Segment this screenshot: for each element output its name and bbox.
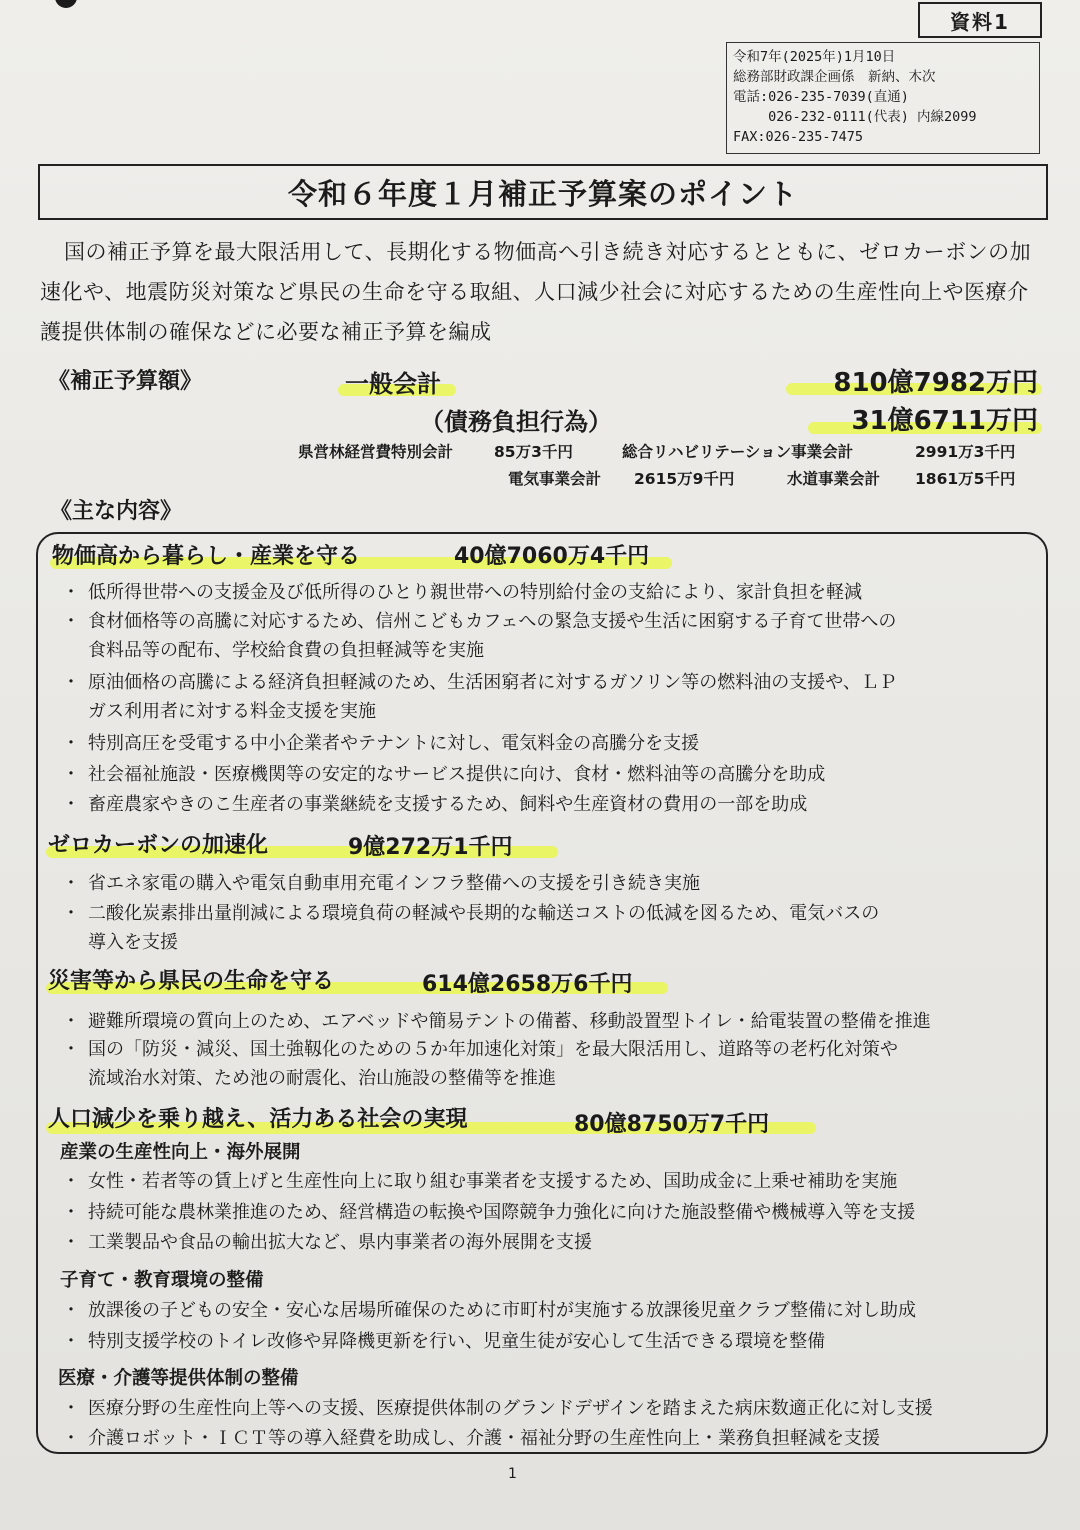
special-account-name: 県営林経営費特別会計 — [298, 443, 454, 461]
list-item: ・ 放課後の子どもの安全・安心な居場所確保のために市町村が実施する放課後児童クラブ整備に対し助成 — [62, 1300, 916, 1321]
debt-burden-label: （債務負担行為） — [420, 408, 612, 436]
special-account-amount: 85万3千円 — [494, 443, 573, 461]
list-item: ・ 医療分野の生産性向上等への支援、医療提供体制のグランドデザインを踏まえた病床数適正化に対し支援 — [62, 1398, 933, 1419]
list-item: ・ 特別高圧を受電する中小企業者やテナントに対し、電気料金の高騰分を支援 — [62, 733, 700, 754]
list-item: ・ 省エネ家電の購入や電気自動車用充電インフラ整備への支援を引き続き実施 — [62, 873, 700, 894]
contact-info-box — [726, 42, 1040, 154]
contents-heading: 《主な内容》 — [50, 499, 183, 524]
debt-burden-amount: 31億6711万円 — [851, 406, 1038, 436]
punch-hole — [55, 0, 77, 8]
general-account-amount: 810億7982万円 — [833, 368, 1038, 398]
list-item: ・ 畜産農家やきのこ生産者の事業継続を支援するため、飼料や生産資材の費用の一部を助成 — [62, 794, 808, 815]
page-number: 1 — [508, 1466, 517, 1482]
list-item: ・ 工業製品や食品の輸出拡大など、県内事業者の海外展開を支援 — [62, 1232, 592, 1253]
list-item: ・ 国の「防災・減災、国土強靱化のための５か年加速化対策」を最大限活用し、道路等の老朽化対策や 流域治水対策、ため池の耐震化、治山施設の整備等を推進 — [62, 1039, 898, 1089]
special-account-name: 総合リハビリテーション事業会計 — [622, 443, 854, 461]
page-title: 令和６年度１月補正予算案のポイント — [38, 164, 1048, 220]
list-item: ・ 女性・若者等の賃上げと生産性向上に取り組む事業者を支援するため、国助成金に上乗せ補助を実施 — [62, 1171, 898, 1192]
special-account-amount: 2991万3千円 — [915, 443, 1016, 461]
contact-date: 令和7年(2025年)1月10日 — [733, 49, 896, 65]
section-amount: 40億7060万4千円 — [454, 544, 650, 569]
document-number-label: 資料1 — [918, 2, 1042, 38]
section-title: 災害等から県民の生命を守る — [48, 969, 335, 994]
subsection-title: 医療・介護等提供体制の整備 — [58, 1368, 299, 1389]
list-item: ・ 原油価格の高騰による経済負担軽減のため、生活困窮者に対するガソリン等の燃料油の支援や、ＬＰ ガス利用者に対する料金支援を実施 — [62, 672, 897, 722]
list-item: ・ 持続可能な農林業推進のため、経営構造の転換や国際競争力強化に向けた施設整備や機械導入等を支援 — [62, 1202, 916, 1223]
general-account-label: 一般会計 — [345, 370, 441, 398]
intro-paragraph: 国の補正予算を最大限活用して、長期化する物価高へ引き続き対応するとともに、ゼロカーボンの加速化や、地震防災対策など県民の生命を守る取組、人口減少社会に対応するための生産性向上や医療介護提供体制の確保などに必要な補正予算を編成 — [40, 240, 1032, 344]
section-amount: 80億8750万7千円 — [574, 1112, 770, 1137]
list-item: ・ 介護ロボット・ＩＣＴ等の導入経費を助成し、介護・福祉分野の生産性向上・業務負担軽減を支援 — [62, 1428, 880, 1449]
subsection-title: 子育て・教育環境の整備 — [60, 1270, 264, 1291]
list-item: ・ 避難所環境の質向上のため、エアベッドや簡易テントの備蓄、移動設置型トイレ・給電装置の整備を推進 — [62, 1011, 931, 1032]
contact-fax: FAX:026-235-7475 — [733, 129, 864, 145]
list-item: ・ 特別支援学校のトイレ改修や昇降機更新を行い、児童生徒が安心して生活できる環境を整備 — [62, 1331, 826, 1352]
special-account-amount: 2615万9千円 — [634, 470, 735, 488]
special-account-name: 電気事業会計 — [508, 470, 602, 488]
section-amount: 9億272万1千円 — [348, 835, 513, 860]
list-item: ・ 食材価格等の高騰に対応するため、信州こどもカフェへの緊急支援や生活に困窮する子育て世帯への 食料品等の配布、学校給食費の負担軽減等を実施 — [62, 611, 897, 661]
subsection-title: 産業の生産性向上・海外展開 — [60, 1142, 301, 1163]
list-item: ・ 二酸化炭素排出量削減による環境負荷の軽減や長期的な輸送コストの低減を図るため、電気バスの 導入を支援 — [62, 903, 880, 953]
section-amount: 614億2658万6千円 — [422, 972, 633, 997]
list-item: ・ 社会福祉施設・医療機関等の安定的なサービス提供に向け、食材・燃料油等の高騰分を助成 — [62, 764, 826, 785]
contact-phone-direct: 電話:026-235-7039(直通) — [733, 89, 909, 105]
contact-phone-main: 026-232-0111(代表) 内線2099 — [733, 109, 977, 125]
contact-department: 総務部財政課企画係 新納、木次 — [733, 69, 936, 85]
section-title: ゼロカーボンの加速化 — [48, 833, 269, 858]
section-title: 人口減少を乗り越え、活力ある社会の実現 — [48, 1107, 468, 1132]
budget-heading: 《補正予算額》 — [48, 369, 203, 394]
special-account-amount: 1861万5千円 — [915, 470, 1016, 488]
list-item: ・ 低所得世帯への支援金及び低所得のひとり親世帯への特別給付金の支給により、家計負担を軽減 — [62, 582, 862, 603]
special-account-name: 水道事業会計 — [787, 470, 881, 488]
section-title: 物価高から暮らし・産業を守る — [52, 544, 361, 569]
